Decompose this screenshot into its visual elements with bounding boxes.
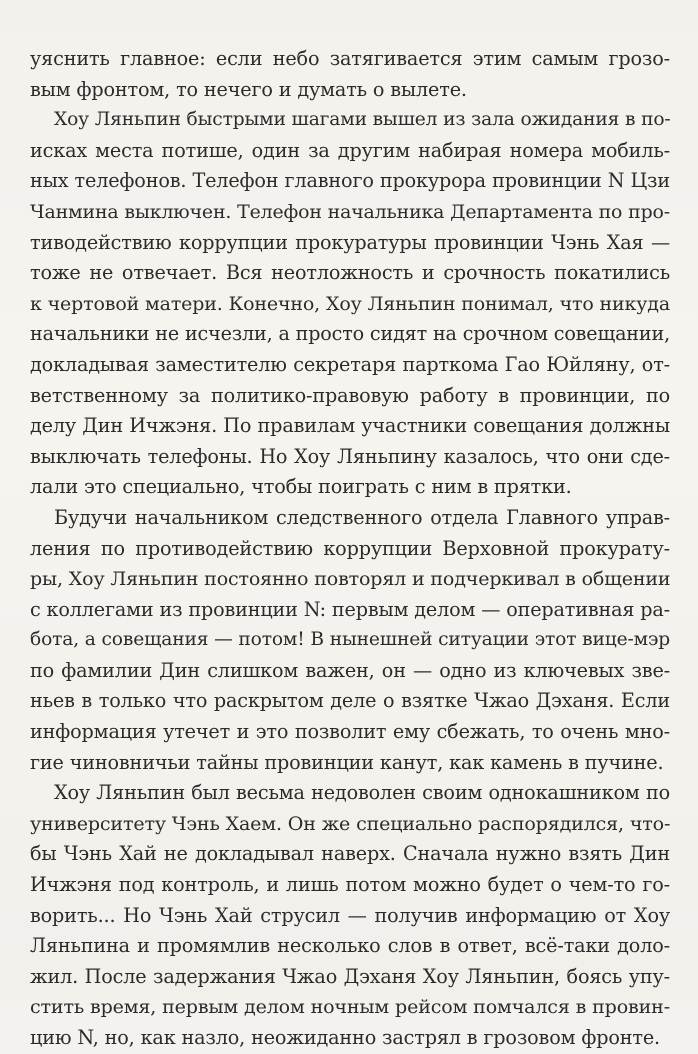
text-line: с коллегами из провинции N: первым делом — оперативная ра- — [30, 597, 670, 621]
text-line: по фамилии Дин слишком важен, он — одно из ключевых зве- — [30, 658, 670, 682]
text-line: тоже не отвечает. Вся неотложность и срочность покатились — [30, 261, 670, 285]
text-line: Ляньпина и промямлив несколько слов в ответ, всё-таки доло- — [30, 934, 670, 958]
text-line: Чанмина выключен. Телефон начальника Департамента по про- — [30, 200, 670, 223]
text-line: ворить... Но Чэнь Хай струсил — получив информацию от Хоу — [30, 903, 670, 927]
text-line: уяснить главное: если небо затягивается этим самым грозо- — [30, 47, 670, 70]
paragraph-first-line: Хоу Ляньпин был весьма недоволен своим однокашником по — [54, 781, 670, 805]
text-line: выключать телефоны. Но Хоу Ляньпину казалось, что они сде- — [30, 444, 670, 468]
text-line: начальники не исчезли, а просто сидят на срочном совещании, — [30, 322, 670, 346]
text-line: ветственному за политико-правовую работу в провинции, по — [30, 383, 670, 407]
text-line: ления по противодействию коррупции Верховной прокурату- — [30, 536, 670, 560]
paragraph-first-line: Будучи начальником следственного отдела Главного управ- — [54, 505, 670, 529]
text-line: вым фронтом, то нечего и думать о вылете. — [30, 77, 467, 101]
text-line: университету Чэнь Хаем. Он же специально распорядился, что- — [30, 812, 671, 835]
text-line: докладывая заместителю секретаря парткома Гао Юйляну, от- — [30, 352, 670, 376]
text-line: стить время, первым делом ночным рейсом помчался в провин- — [30, 996, 670, 1019]
text-line: исках места потише, один за другим набирая номера мобиль- — [30, 138, 670, 162]
text-line: цию N, но, как назло, неожиданно застрял в грозовом фронте. — [30, 1026, 660, 1049]
text-line: информация утечет и это позволит ему сбежать, то очень мно- — [30, 720, 670, 744]
text-line: бы Чэнь Хай не докладывал наверх. Сначала нужно взять Дин — [30, 842, 670, 866]
text-line: ных телефонов. Телефон главного прокурора провинции N Цзи — [30, 169, 670, 193]
paragraph-first-line: Хоу Ляньпин быстрыми шагами вышел из зала ожидания в по- — [54, 109, 671, 131]
text-line: гие чиновничьи тайны провинции канут, как камень в пучине. — [30, 750, 664, 774]
text-line: делу Дин Ичжэня. По правилам участники совещания должны — [30, 414, 670, 438]
page-text — [30, 44, 670, 1054]
text-line: ры, Хоу Ляньпин постоянно повторял и подчеркивал в общении — [30, 568, 671, 591]
text-line: бота, а совещания — потом! В нынешней ситуации этот вице-мэр — [30, 629, 670, 651]
text-line: тиводействию коррупции прокуратуры провинции Чэнь Хая — — [30, 230, 670, 254]
text-line: лали это специально, чтобы поиграть с ним в прятки. — [30, 475, 572, 499]
text-line: к чертовой матери. Конечно, Хоу Ляньпин понимал, что никуда — [30, 292, 670, 315]
text-line: жил. После задержания Чжао Дэханя Хоу Ляньпин, боясь упу- — [30, 964, 670, 988]
text-line: ньев в только что раскрытом деле о взятке Чжао Дэханя. Если — [30, 689, 670, 713]
text-line: Ичжэня под контроль, и лишь потом можно будет о чем-то го- — [30, 873, 670, 897]
